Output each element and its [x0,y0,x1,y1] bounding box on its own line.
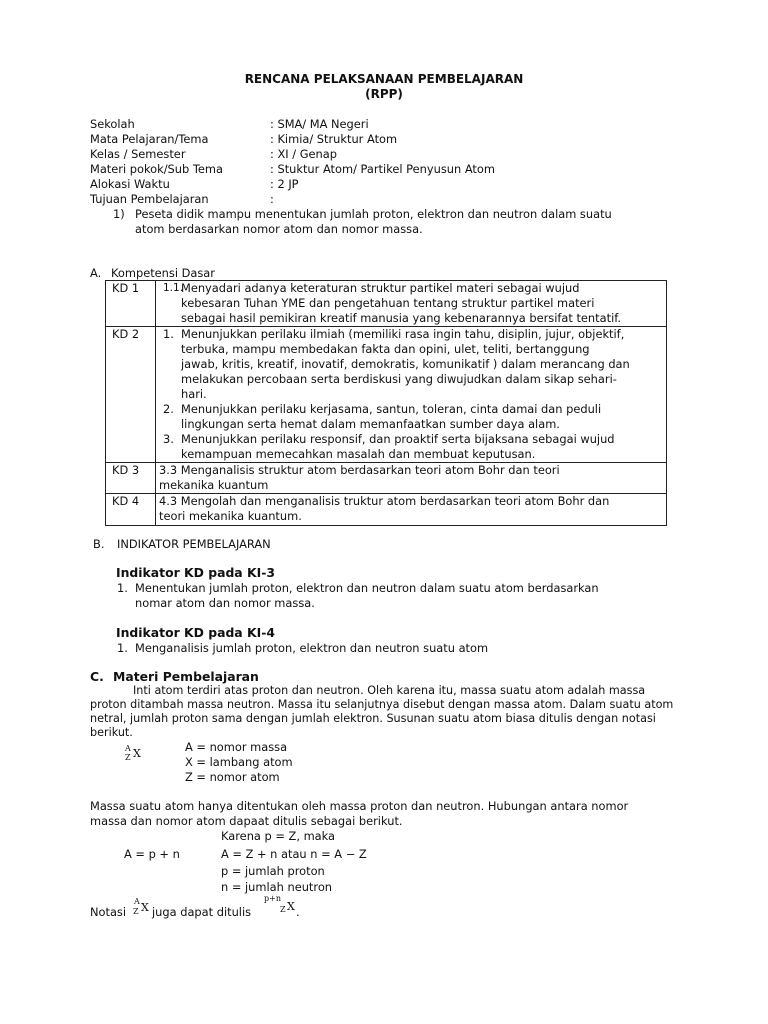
para-line: massa dan nomor atom dapaat ditulis sebagai berikut. [90,814,403,828]
kd-line: 3.3 Menganalisis struktur atom berdasarkan teori atom Bohr dan teori [159,463,560,477]
formula-line: n = jumlah neutron [221,880,333,894]
ki4-heading: Indikator KD pada KI-4 [116,625,275,640]
kd-content [156,494,667,526]
item-number: 3. [163,432,174,446]
tujuan-number: 1) [113,207,125,221]
kd-table [105,280,667,526]
kd-line: melakukan percobaan serta berdiskusi yang diwujudkan dalam sikap sehari- [181,372,617,386]
section-b-letter: B. [93,537,105,551]
list-item [159,402,663,432]
para-line: Massa suatu atom hanya ditentukan oleh massa proton dan neutron. Hubungan antara nomor [90,799,629,813]
legend-line: Z = nomor atom [185,770,280,784]
kd-line: Menunjukkan perilaku responsif, dan proaktif serta bijaksana sebagai wujud [181,432,615,446]
notasi-end: . [296,905,300,919]
tujuan-line: atom berdasarkan nomor atom dan nomor massa. [135,222,423,236]
identity-label: Materi pokok/Sub Tema [90,162,223,176]
para-line: berikut. [90,726,133,739]
kd-content [156,327,667,463]
kd-code: KD 3 [106,463,156,494]
notation-atomic-number: Z [125,753,131,762]
identity-label: Alokasi Waktu [90,177,170,191]
kd-code: KD 2 [106,327,156,463]
ki3-item-line: nomar atom dan nomor massa. [135,596,315,610]
para-line: netral, jumlah proton sama dengan jumlah elektron. Susunan suatu atom biasa ditulis dengan notasi [90,712,656,725]
ki3-item-line: Menentukan jumlah proton, elektron dan neutron dalam suatu atom berdasarkan [135,581,599,595]
kd-line: 4.3 Mengolah dan menganalisis truktur atom berdasarkan teori atom Bohr dan [159,494,610,508]
kd-row [106,327,667,463]
kd-line: lingkungan serta hemat dalam memanfaatkan sumber daya alam. [181,417,560,431]
page-subtitle: (RPP) [365,87,403,101]
kd-content [156,463,667,494]
identity-label: Sekolah [90,117,135,131]
identity-value: : 2 JP [270,177,299,191]
notasi-prefix: Notasi [90,905,127,919]
kd-code: KD 1 [106,281,156,327]
identity-value: : Stuktur Atom/ Partikel Penyusun Atom [270,162,495,176]
formula-line: A = Z + n atau n = A − Z [221,847,367,861]
kd-row [106,463,667,494]
kd-line: Menunjukkan perilaku ilmiah (memiliki rasa ingin tahu, disiplin, jujur, objektif, [181,327,625,341]
kd-line: mekanika kuantum [159,478,269,492]
section-a-title: Kompetensi Dasar [111,266,215,280]
notation-mass-number: p+n [264,894,281,903]
kd-content [156,281,667,327]
atom-notation [125,744,149,764]
legend-line: X = lambang atom [185,755,293,769]
kd-line: sebagai hasil pemikiran kreatif manusia yang kebenarannya bersifat tentatif. [181,311,622,325]
formula-left: A = p + n [124,847,180,861]
section-c-title: Materi Pembelajaran [113,669,259,684]
notation-symbol: X [141,901,149,914]
kd-line: terbuka, mampu membedakan fakta dan opini, ulet, teliti, bertanggung [181,342,590,356]
identity-value: : Kimia/ Struktur Atom [270,132,398,146]
formula-line: Karena p = Z, maka [221,829,336,843]
notation-mass-number: A [125,744,131,753]
identity-value: : SMA/ MA Negeri [270,117,369,131]
atom-notation-alt [264,894,300,918]
kd-line: kemampuan memecahkan masalah dan membuat keputusan. [181,447,536,461]
kd-line: Menyadari adanya keteraturan struktur partikel materi sebagai wujud [181,281,580,295]
kd-line: Menunjukkan perilaku kerjasama, santun, toleran, cinta damai dan peduli [181,402,602,416]
kd-line: jawab, kritis, kreatif, inovatif, demokratis, komunikatif ) dalam merancang dan [181,357,630,371]
item-number: 2. [163,402,174,416]
list-item [159,432,663,462]
legend-line: A = nomor massa [185,740,288,754]
notation-symbol: X [133,747,141,760]
formula-line: p = jumlah proton [221,864,325,878]
identity-value: : [270,192,274,206]
item-number: 1.1. [163,282,184,294]
section-c-letter: C. [90,669,104,684]
list-item [159,281,663,326]
notation-mass-number: A [134,897,140,906]
tujuan-line: Peseta didik mampu menentukan jumlah proton, elektron dan neutron dalam suatu [135,207,612,221]
kd-row [106,281,667,327]
identity-label: Kelas / Semester [90,147,186,161]
notation-atomic-number: Z [280,905,286,914]
section-a-letter: A. [90,266,102,280]
notation-symbol: X [287,900,295,913]
para-line: Inti atom terdiri atas proton dan neutron. Oleh karena itu, massa suatu atom adalah massa [133,684,646,697]
list-item [159,327,663,402]
identity-label: Mata Pelajaran/Tema [90,132,209,146]
item-number: 1. [163,327,174,341]
identity-label: Tujuan Pembelajaran [90,192,209,206]
notation-atomic-number: Z [133,907,139,916]
ki3-item-number: 1. [117,581,128,595]
kd-code: KD 4 [106,494,156,526]
notasi-middle: juga dapat ditulis [152,905,252,919]
identity-value: : XI / Genap [270,147,337,161]
ki4-item-number: 1. [117,641,128,655]
kd-line: kebesaran Tuhan YME dan pengetahuan tentang struktur partikel materi [181,296,595,310]
section-b-title: INDIKATOR PEMBELAJARAN [117,537,271,551]
para-line: proton ditambah massa neutron. Massa itu selanjutnya disebut dengan massa atom. Dalam suatu atom [90,698,674,711]
ki3-heading: Indikator KD pada KI-3 [116,565,275,580]
ki4-item-line: Menganalisis jumlah proton, elektron dan neutron suatu atom [135,641,489,655]
kd-line: hari. [181,387,207,401]
kd-line: teori mekanika kuantum. [159,509,302,523]
kd-row [106,494,667,526]
atom-notation [132,897,154,919]
page-title: RENCANA PELAKSANAAN PEMBELAJARAN [244,72,524,86]
